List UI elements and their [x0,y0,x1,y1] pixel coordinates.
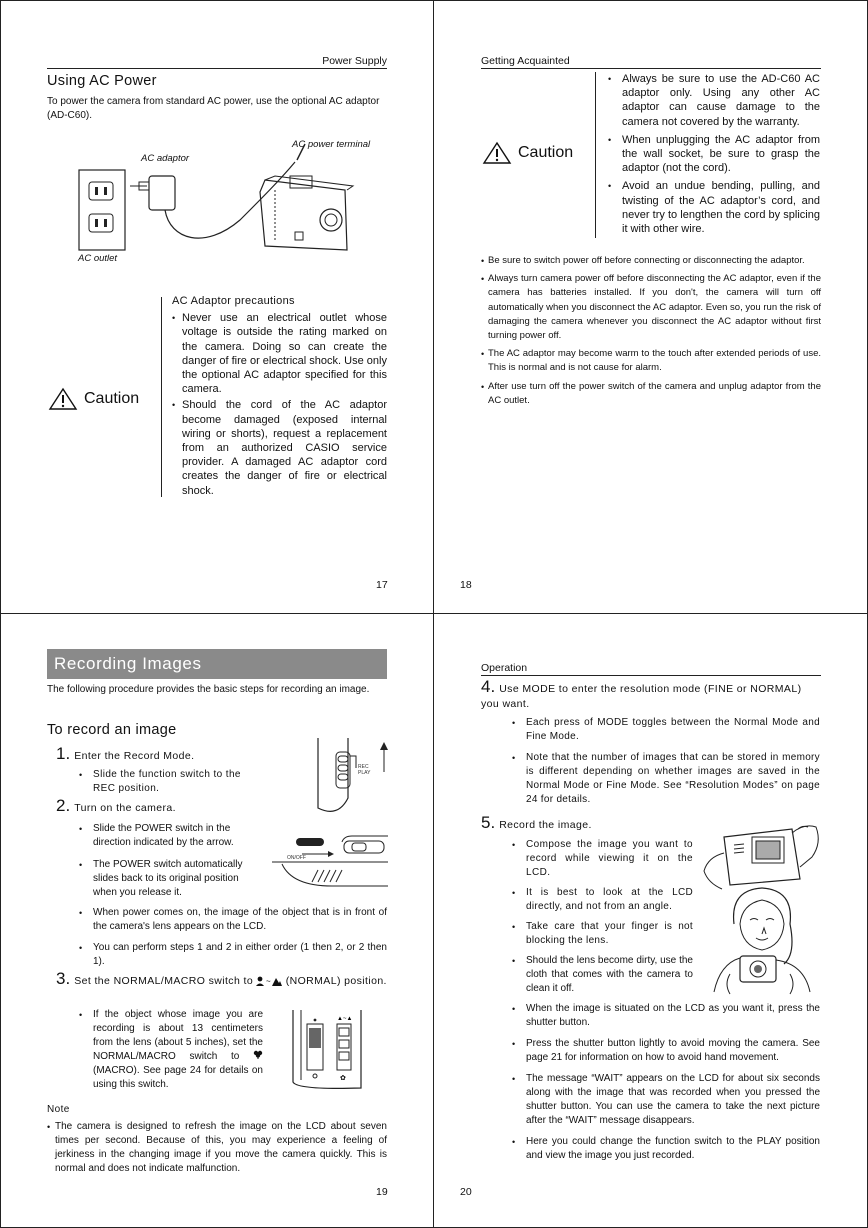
page-header: Power Supply [47,55,387,69]
onoff-label: ON/OFF [287,855,306,861]
step-bullet: • Should the lens become dirty, use the cloth that comes with the camera to clean it off. [508,954,693,996]
power-switch-illustration [272,836,388,892]
step-2-bullets-wide [75,906,387,969]
svg-text:✿: ✿ [340,1075,346,1082]
normal-landscape-icon [256,976,282,986]
macro-flower-icon [253,1050,263,1059]
step-text: Use MODE to enter the resolution mode (FINE or NORMAL) you want. [481,683,802,710]
rec-play-labels [358,764,370,776]
page-number: 17 [376,579,388,591]
step-3 [56,971,387,989]
step-number: 2. [56,796,71,815]
rec-label: REC [358,764,369,770]
svg-text:~: ~ [266,977,272,987]
svg-text:▲~▲: ▲~▲ [337,1016,353,1022]
macro-text-a: If the object whose image you are recording is about 13 centimeters from the lens (about 5 inches), set the NORMAL/MACRO switch to [93,1009,263,1062]
section-title: Using AC Power [47,73,157,89]
caution-label: Caution [518,144,574,161]
step-bullet: • Compose the image you want to record while viewing it on the LCD. [508,838,693,880]
step-text-cont: (NORMAL) position. [285,975,387,987]
step-bullet: • When the image is situated on the LCD as you want it, press the shutter button. [508,1002,820,1030]
ac-power-terminal-label: AC power terminal [292,139,371,150]
step-4 [481,679,821,712]
step-bullet: • Each press of MODE toggles between the Normal Mode and Fine Mode. [508,716,820,744]
step-bullet: • Note that the number of images that can be stored in memory is different depending on whether images are saved in the Normal Mode or Fine Mode. See “Resolution Modes” on page 24 for details. [508,751,820,807]
normal-macro-switch-illustration [287,1010,367,1090]
page-divider-horizontal [0,613,868,614]
step-bullet: • Take care that your finger is not blocking the lens. [508,920,693,948]
step-3-bullet [75,1008,263,1092]
page-number: 18 [460,579,472,591]
step-bullet: • The POWER switch automatically slides back to its original position when you release it. [75,858,263,900]
play-label: PLAY [358,770,371,776]
step-bullet: • The message “WAIT” appears on the LCD for about six seconds along with the image that was recorded when you pressed the shutter button. You can use the camera to take the next picture after the “WAIT” message disappears. [508,1072,820,1128]
step-bullet: • It is best to look at the LCD directly, and not from an angle. [508,886,693,914]
note-item: • After use turn off the power switch of the camera and unplug adaptor from the AC outlet. [481,380,821,408]
step-text: Enter the Record Mode. [74,750,195,762]
step-number: 4. [481,677,496,696]
caution-heading [48,387,139,411]
intro-text: To power the camera from standard AC power, use the optional AC adaptor (AD-C60). [47,96,380,121]
caution-block [604,72,820,236]
note-item: • The camera is designed to refresh the image on the LCD about seven times per second. Because of this, you may experience a feeling of jerkiness in the changing image if you move the camera quickly. This is normal and does not indicate malfunction. [47,1120,387,1176]
note-title: Note [47,1104,70,1115]
ac-power-illustration [75,140,375,260]
step-bullet: • Press the shutter button lightly to avoid moving the camera. See page 21 for information on how to avoid hand movement. [508,1037,820,1065]
warning-triangle-icon [48,387,78,411]
note-block [47,1120,387,1176]
step-text: Set the NORMAL/MACRO switch to [74,975,254,987]
step-bullet: • When power comes on, the image of the object that is in front of the camera's lens appears on the LCD. [75,906,387,934]
notes-block [481,254,821,408]
step-number: 1. [56,744,71,763]
step-bullet [75,1008,263,1092]
step-4-bullets [508,716,820,807]
page-header: Getting Acquainted [481,55,821,69]
step-number: 3. [56,969,71,988]
page-number: 20 [460,1186,472,1198]
precautions-title: AC Adaptor precautions [172,295,295,307]
caution-heading [482,141,573,165]
note-item: • Always turn camera power off before disconnecting the AC adaptor, even if the camera has batteries installed. If you don't, the camera will turn off automatically when you disconnect the AC adaptor. Even so, you run the risk of damaging the camera whenever you disconnect the AC adaptor without first turning power off. [481,272,821,343]
step-5-bullets-wide [508,1002,820,1163]
caution-rule [161,297,162,497]
step-2 [56,796,176,816]
caution-item: • When unplugging the AC adaptor from the wall socket, be sure to grasp the adaptor (not the cord). [604,133,820,176]
macro-text-b: (MACRO). See page 24 for details on using this switch. [93,1065,263,1090]
step-1 [56,744,194,764]
camera-in-hands-illustration [700,823,824,891]
page-divider-vertical [433,0,434,1228]
intro-text: The following procedure provides the basic steps for recording an image. [47,684,370,695]
subsection-title: To record an image [47,722,177,738]
step-1-bullets [75,768,265,796]
warning-triangle-icon [482,141,512,165]
step-number: 5. [481,813,496,832]
step-5-bullets-narrow [508,838,693,996]
caution-item: • Avoid an undue bending, pulling, and twisting of the AC adaptor’s cord, and never try to lengthen the cord by splicing it with other wire. [604,179,820,236]
power-label: POWER [298,847,319,853]
caution-label: Caution [84,390,140,407]
ac-outlet-label: AC outlet [78,253,118,264]
step-2-bullets-narrow [75,822,263,900]
ac-adaptor-label: AC adaptor [141,153,190,164]
step-bullet: • Slide the POWER switch in the direction indicated by the arrow. [75,822,263,850]
precautions-block [172,294,387,498]
caution-item: • Always be sure to use the AD-C60 AC adaptor only. Using any other AC adaptor can cause damage to the camera not covered by the warranty. [604,72,820,129]
precaution-item: • Never use an electrical outlet whose voltage is outside the rating marked on the camera. Doing so can create the danger of fire or electrical shock. Use only the optional AC adaptor specified for this camera. [172,311,387,396]
step-5 [481,813,592,833]
page-header: Operation [481,662,821,676]
step-bullet: • You can perform steps 1 and 2 in either order (1 then 2, or 2 then 1). [75,941,387,969]
step-bullet: • Here you could change the function switch to the PLAY position and view the image you just recorded. [508,1135,820,1163]
function-switch-illustration [298,738,388,818]
caution-rule [595,72,596,238]
woman-holding-camera-illustration [700,884,824,1004]
note-item: • The AC adaptor may become warm to the touch after extended periods of use. This is normal and is not cause for alarm. [481,347,821,375]
step-text: Turn on the camera. [74,802,176,814]
note-item: • Be sure to switch power off before connecting or disconnecting the adaptor. [481,254,821,268]
section-banner: Recording Images [47,649,387,679]
step-bullet: • Slide the function switch to the REC position. [75,768,265,796]
step-text: Record the image. [499,819,592,831]
precaution-item: • Should the cord of the AC adaptor become damaged (exposed internal wiring or shorts), request a replacement from an authorized CASIO service provider. A damaged AC adaptor cord creates the danger of fire or electrical shock. [172,398,387,497]
page-number: 19 [376,1186,388,1198]
